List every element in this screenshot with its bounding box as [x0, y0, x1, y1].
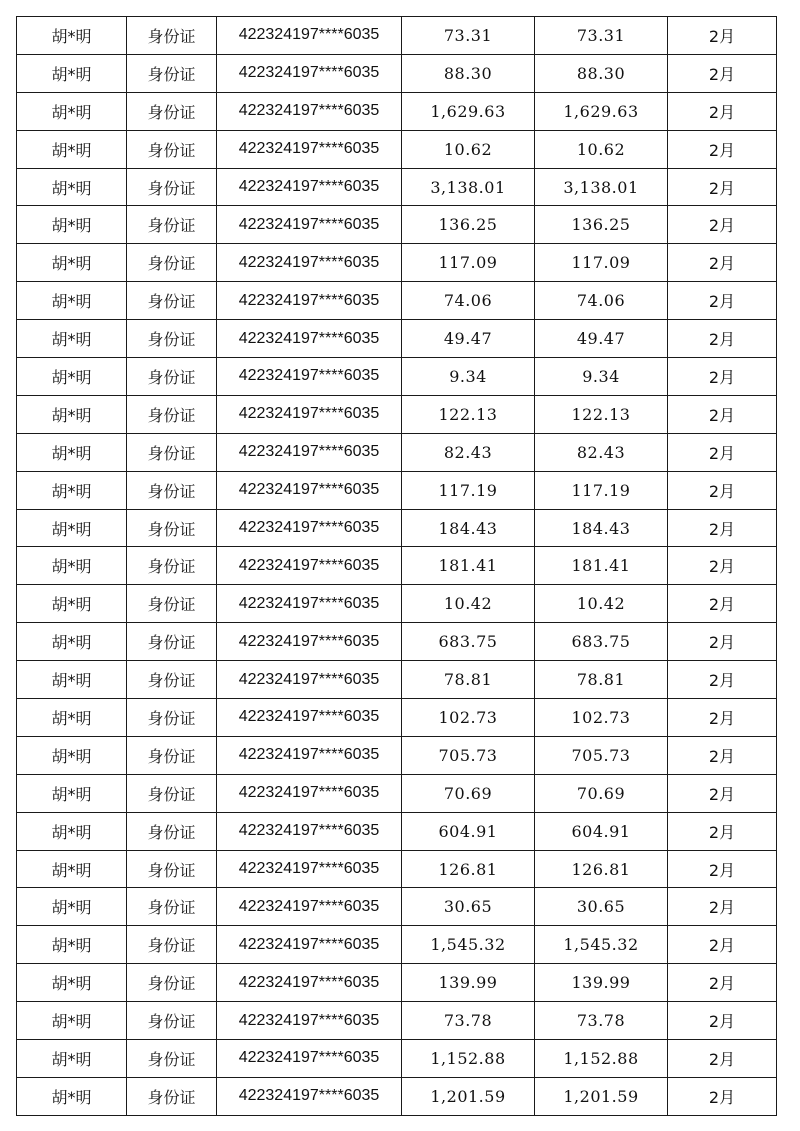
amount-2-cell: 9.34	[535, 358, 668, 396]
amount-2-cell: 74.06	[535, 282, 668, 320]
name-cell: 胡*明	[17, 433, 127, 471]
month-cell: 2月	[668, 699, 777, 737]
id-number-cell: 422324197****6035	[217, 1040, 402, 1078]
month-cell: 2月	[668, 358, 777, 396]
name-cell: 胡*明	[17, 1040, 127, 1078]
name-cell: 胡*明	[17, 1077, 127, 1115]
name-cell: 胡*明	[17, 471, 127, 509]
name-cell: 胡*明	[17, 661, 127, 699]
amount-cell: 705.73	[402, 736, 535, 774]
id-type-cell: 身份证	[127, 926, 217, 964]
amount-cell: 70.69	[402, 774, 535, 812]
amount-2-cell: 1,545.32	[535, 926, 668, 964]
id-number-cell: 422324197****6035	[217, 699, 402, 737]
month-cell: 2月	[668, 888, 777, 926]
id-type-cell: 身份证	[127, 471, 217, 509]
id-number-cell: 422324197****6035	[217, 888, 402, 926]
table-row	[17, 92, 777, 130]
amount-2-cell: 139.99	[535, 964, 668, 1002]
amount-cell: 9.34	[402, 358, 535, 396]
id-type-cell: 身份证	[127, 964, 217, 1002]
table-row	[17, 585, 777, 623]
amount-2-cell: 126.81	[535, 850, 668, 888]
amount-2-cell: 1,629.63	[535, 92, 668, 130]
month-cell: 2月	[668, 54, 777, 92]
name-cell: 胡*明	[17, 964, 127, 1002]
name-cell: 胡*明	[17, 774, 127, 812]
table-row	[17, 509, 777, 547]
amount-cell: 78.81	[402, 661, 535, 699]
month-cell: 2月	[668, 17, 777, 55]
table-row	[17, 699, 777, 737]
id-type-cell: 身份证	[127, 17, 217, 55]
month-cell: 2月	[668, 812, 777, 850]
id-type-cell: 身份证	[127, 774, 217, 812]
amount-cell: 136.25	[402, 206, 535, 244]
amount-cell: 73.31	[402, 17, 535, 55]
table-row	[17, 433, 777, 471]
amount-cell: 10.42	[402, 585, 535, 623]
table-row	[17, 17, 777, 55]
month-cell: 2月	[668, 964, 777, 1002]
month-cell: 2月	[668, 244, 777, 282]
table-row	[17, 130, 777, 168]
amount-cell: 1,545.32	[402, 926, 535, 964]
table-row	[17, 888, 777, 926]
amount-cell: 117.09	[402, 244, 535, 282]
id-type-cell: 身份证	[127, 661, 217, 699]
amount-cell: 1,152.88	[402, 1040, 535, 1078]
amount-2-cell: 78.81	[535, 661, 668, 699]
id-number-cell: 422324197****6035	[217, 661, 402, 699]
month-cell: 2月	[668, 320, 777, 358]
amount-2-cell: 10.62	[535, 130, 668, 168]
name-cell: 胡*明	[17, 395, 127, 433]
month-cell: 2月	[668, 1040, 777, 1078]
id-type-cell: 身份证	[127, 1077, 217, 1115]
id-number-cell: 422324197****6035	[217, 282, 402, 320]
amount-2-cell: 30.65	[535, 888, 668, 926]
id-type-cell: 身份证	[127, 54, 217, 92]
id-type-cell: 身份证	[127, 623, 217, 661]
amount-2-cell: 683.75	[535, 623, 668, 661]
id-type-cell: 身份证	[127, 206, 217, 244]
id-number-cell: 422324197****6035	[217, 54, 402, 92]
id-number-cell: 422324197****6035	[217, 585, 402, 623]
amount-2-cell: 88.30	[535, 54, 668, 92]
month-cell: 2月	[668, 509, 777, 547]
amount-2-cell: 70.69	[535, 774, 668, 812]
amount-cell: 88.30	[402, 54, 535, 92]
amount-cell: 3,138.01	[402, 168, 535, 206]
name-cell: 胡*明	[17, 168, 127, 206]
table-row	[17, 54, 777, 92]
month-cell: 2月	[668, 282, 777, 320]
id-type-cell: 身份证	[127, 130, 217, 168]
id-type-cell: 身份证	[127, 395, 217, 433]
amount-2-cell: 1,201.59	[535, 1077, 668, 1115]
table-row	[17, 1077, 777, 1115]
id-number-cell: 422324197****6035	[217, 509, 402, 547]
id-number-cell: 422324197****6035	[217, 168, 402, 206]
month-cell: 2月	[668, 1002, 777, 1040]
amount-2-cell: 705.73	[535, 736, 668, 774]
month-cell: 2月	[668, 623, 777, 661]
name-cell: 胡*明	[17, 358, 127, 396]
amount-cell: 181.41	[402, 547, 535, 585]
table-row	[17, 471, 777, 509]
id-type-cell: 身份证	[127, 358, 217, 396]
table-row	[17, 282, 777, 320]
id-number-cell: 422324197****6035	[217, 1077, 402, 1115]
name-cell: 胡*明	[17, 585, 127, 623]
id-type-cell: 身份证	[127, 699, 217, 737]
name-cell: 胡*明	[17, 509, 127, 547]
id-number-cell: 422324197****6035	[217, 623, 402, 661]
name-cell: 胡*明	[17, 547, 127, 585]
name-cell: 胡*明	[17, 130, 127, 168]
month-cell: 2月	[668, 585, 777, 623]
id-number-cell: 422324197****6035	[217, 130, 402, 168]
table-body	[17, 17, 777, 1116]
amount-cell: 102.73	[402, 699, 535, 737]
amount-cell: 126.81	[402, 850, 535, 888]
id-type-cell: 身份证	[127, 888, 217, 926]
month-cell: 2月	[668, 774, 777, 812]
amount-2-cell: 117.19	[535, 471, 668, 509]
id-number-cell: 422324197****6035	[217, 812, 402, 850]
table-row	[17, 206, 777, 244]
month-cell: 2月	[668, 547, 777, 585]
month-cell: 2月	[668, 736, 777, 774]
name-cell: 胡*明	[17, 206, 127, 244]
id-type-cell: 身份证	[127, 736, 217, 774]
id-type-cell: 身份证	[127, 168, 217, 206]
amount-cell: 117.19	[402, 471, 535, 509]
id-type-cell: 身份证	[127, 585, 217, 623]
table-row	[17, 395, 777, 433]
name-cell: 胡*明	[17, 926, 127, 964]
month-cell: 2月	[668, 395, 777, 433]
id-type-cell: 身份证	[127, 1040, 217, 1078]
id-type-cell: 身份证	[127, 1002, 217, 1040]
id-number-cell: 422324197****6035	[217, 774, 402, 812]
name-cell: 胡*明	[17, 699, 127, 737]
amount-2-cell: 181.41	[535, 547, 668, 585]
amount-cell: 74.06	[402, 282, 535, 320]
amount-2-cell: 117.09	[535, 244, 668, 282]
table-row	[17, 320, 777, 358]
id-number-cell: 422324197****6035	[217, 320, 402, 358]
table-row	[17, 547, 777, 585]
amount-2-cell: 73.78	[535, 1002, 668, 1040]
table-row	[17, 623, 777, 661]
amount-cell: 30.65	[402, 888, 535, 926]
month-cell: 2月	[668, 926, 777, 964]
table-row	[17, 358, 777, 396]
name-cell: 胡*明	[17, 1002, 127, 1040]
name-cell: 胡*明	[17, 320, 127, 358]
name-cell: 胡*明	[17, 623, 127, 661]
month-cell: 2月	[668, 433, 777, 471]
table-row	[17, 774, 777, 812]
month-cell: 2月	[668, 661, 777, 699]
name-cell: 胡*明	[17, 54, 127, 92]
name-cell: 胡*明	[17, 888, 127, 926]
id-type-cell: 身份证	[127, 850, 217, 888]
table-row	[17, 1040, 777, 1078]
amount-2-cell: 604.91	[535, 812, 668, 850]
amount-2-cell: 136.25	[535, 206, 668, 244]
table-row	[17, 661, 777, 699]
amount-2-cell: 1,152.88	[535, 1040, 668, 1078]
amount-cell: 10.62	[402, 130, 535, 168]
amount-2-cell: 102.73	[535, 699, 668, 737]
id-number-cell: 422324197****6035	[217, 547, 402, 585]
id-type-cell: 身份证	[127, 282, 217, 320]
table-row	[17, 244, 777, 282]
month-cell: 2月	[668, 1077, 777, 1115]
name-cell: 胡*明	[17, 17, 127, 55]
id-number-cell: 422324197****6035	[217, 433, 402, 471]
month-cell: 2月	[668, 850, 777, 888]
amount-cell: 139.99	[402, 964, 535, 1002]
id-number-cell: 422324197****6035	[217, 206, 402, 244]
amount-cell: 683.75	[402, 623, 535, 661]
table-row	[17, 1002, 777, 1040]
month-cell: 2月	[668, 168, 777, 206]
amount-2-cell: 73.31	[535, 17, 668, 55]
table-row	[17, 168, 777, 206]
table-row	[17, 812, 777, 850]
name-cell: 胡*明	[17, 92, 127, 130]
name-cell: 胡*明	[17, 812, 127, 850]
id-number-cell: 422324197****6035	[217, 17, 402, 55]
id-type-cell: 身份证	[127, 92, 217, 130]
id-type-cell: 身份证	[127, 547, 217, 585]
table-row	[17, 926, 777, 964]
month-cell: 2月	[668, 471, 777, 509]
id-number-cell: 422324197****6035	[217, 471, 402, 509]
amount-cell: 122.13	[402, 395, 535, 433]
amount-cell: 82.43	[402, 433, 535, 471]
amount-2-cell: 49.47	[535, 320, 668, 358]
name-cell: 胡*明	[17, 736, 127, 774]
name-cell: 胡*明	[17, 850, 127, 888]
id-type-cell: 身份证	[127, 244, 217, 282]
amount-cell: 73.78	[402, 1002, 535, 1040]
month-cell: 2月	[668, 130, 777, 168]
id-number-cell: 422324197****6035	[217, 244, 402, 282]
name-cell: 胡*明	[17, 282, 127, 320]
payment-records-table	[16, 16, 777, 1116]
amount-cell: 49.47	[402, 320, 535, 358]
id-number-cell: 422324197****6035	[217, 92, 402, 130]
id-type-cell: 身份证	[127, 320, 217, 358]
id-number-cell: 422324197****6035	[217, 736, 402, 774]
amount-2-cell: 122.13	[535, 395, 668, 433]
month-cell: 2月	[668, 206, 777, 244]
table-row	[17, 964, 777, 1002]
id-number-cell: 422324197****6035	[217, 1002, 402, 1040]
amount-cell: 604.91	[402, 812, 535, 850]
table-row	[17, 736, 777, 774]
id-number-cell: 422324197****6035	[217, 395, 402, 433]
amount-cell: 184.43	[402, 509, 535, 547]
id-number-cell: 422324197****6035	[217, 964, 402, 1002]
amount-cell: 1,201.59	[402, 1077, 535, 1115]
amount-2-cell: 10.42	[535, 585, 668, 623]
amount-2-cell: 184.43	[535, 509, 668, 547]
amount-2-cell: 82.43	[535, 433, 668, 471]
id-number-cell: 422324197****6035	[217, 358, 402, 396]
month-cell: 2月	[668, 92, 777, 130]
id-type-cell: 身份证	[127, 433, 217, 471]
id-number-cell: 422324197****6035	[217, 850, 402, 888]
id-type-cell: 身份证	[127, 509, 217, 547]
amount-2-cell: 3,138.01	[535, 168, 668, 206]
name-cell: 胡*明	[17, 244, 127, 282]
table-row	[17, 850, 777, 888]
amount-cell: 1,629.63	[402, 92, 535, 130]
id-type-cell: 身份证	[127, 812, 217, 850]
id-number-cell: 422324197****6035	[217, 926, 402, 964]
